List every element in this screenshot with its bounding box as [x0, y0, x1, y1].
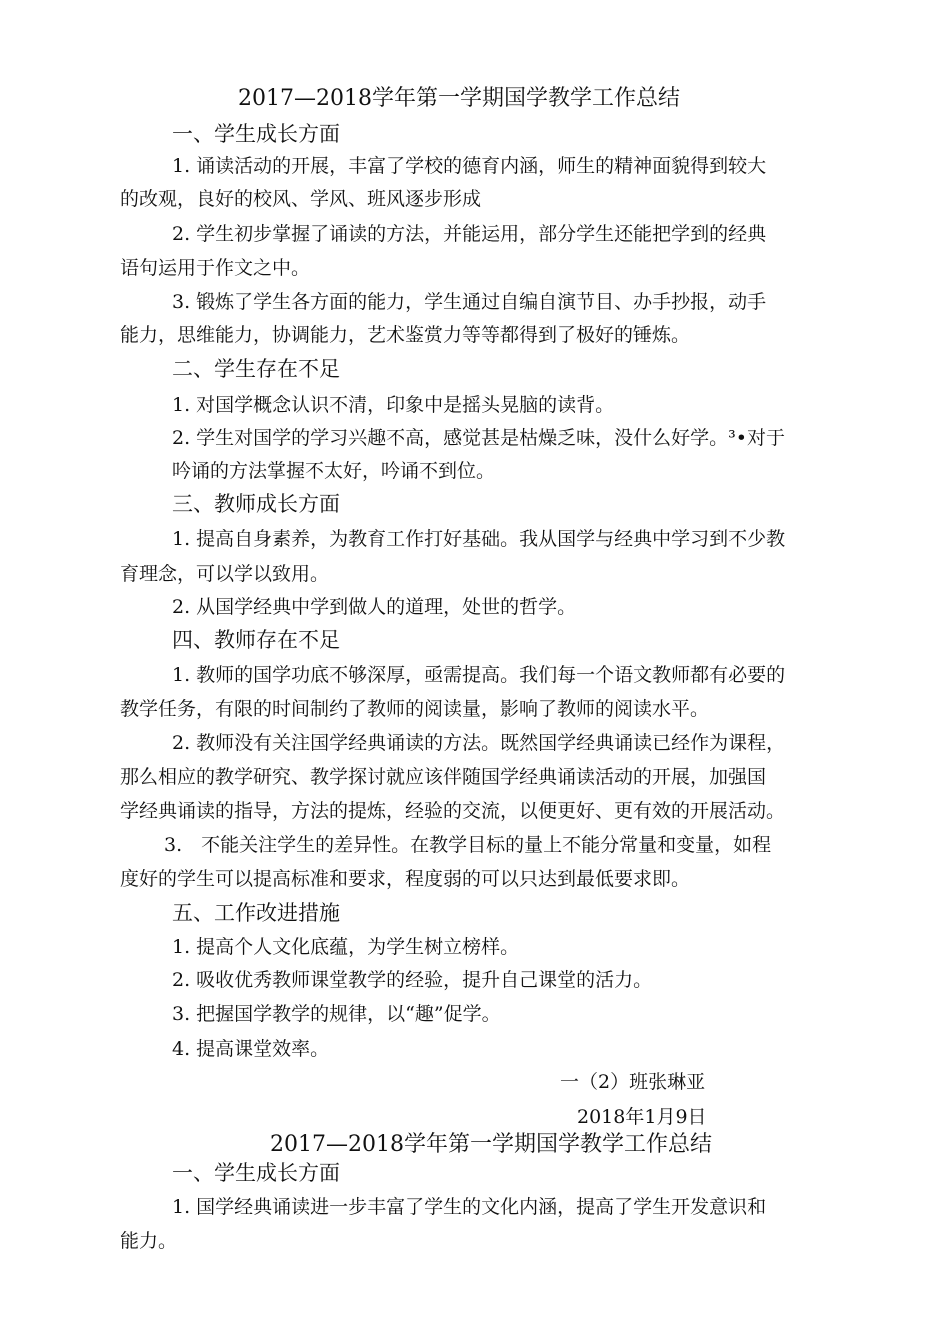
paragraph-line: 1. 诵读活动的开展，丰富了学校的德育内涵，师生的精神面貌得到较大	[172, 155, 767, 177]
paragraph-line: 能力，思维能力，协调能力，艺术鉴赏力等等都得到了极好的锤炼。	[120, 324, 691, 346]
paragraph-line: 3. 不能关注学生的差异性。在教学目标的量上不能分常量和变量，如程	[164, 834, 772, 856]
paragraph-line: 2. 从国学经典中学到做人的道理，处世的哲学。	[172, 596, 577, 618]
paragraph-line: 的改观，良好的校风、学风、班风逐步形成	[120, 188, 482, 210]
paragraph-line: 2. 吸收优秀教师课堂教学的经验，提升自己课堂的活力。	[172, 969, 653, 991]
paragraph-line: 3. 把握国学教学的规律，以“趣”促学。	[172, 1003, 501, 1025]
paragraph-line: 4. 提高课堂效率。	[172, 1038, 330, 1060]
paragraph-line: 3. 锻炼了学生各方面的能力，学生通过自编自演节目、办手抄报，动手	[172, 291, 767, 313]
paragraph-line: 2. 学生初步掌握了诵读的方法，并能运用，部分学生还能把学到的经典	[172, 223, 767, 245]
paragraph-line: 1. 提高自身素养，为教育工作打好基础。我从国学与经典中学习到不少教	[172, 528, 786, 550]
paragraph-line: 1. 提高个人文化底蕴，为学生树立榜样。	[172, 936, 520, 958]
section-heading-3: 三、教师成长方面	[172, 492, 340, 516]
section-heading-2: 二、学生存在不足	[172, 357, 340, 381]
paragraph-line: 1. 国学经典诵读进一步丰富了学生的文化内涵，提高了学生开发意识和	[172, 1196, 767, 1218]
doc-title-2: 2017—2018学年第一学期国学教学工作总结	[270, 1132, 712, 1157]
doc-title: 2017—2018学年第一学期国学教学工作总结	[238, 86, 680, 111]
paragraph-line: 度好的学生可以提高标准和要求，程度弱的可以只达到最低要求即。	[120, 868, 691, 890]
paragraph-line: 那么相应的教学研究、教学探讨就应该伴随国学经典诵读活动的开展，加强国	[120, 766, 767, 788]
section-heading-1: 一、学生成长方面	[172, 122, 340, 146]
paragraph-line: 育理念，可以学以致用。	[120, 563, 330, 585]
paragraph-line: 教学任务，有限的时间制约了教师的阅读量，影响了教师的阅读水平。	[120, 698, 710, 720]
paragraph-line: 吟诵的方法掌握不太好，吟诵不到位。	[172, 460, 496, 482]
paragraph-line: 学经典诵读的指导，方法的提炼，经验的交流，以便更好、更有效的开展活动。	[120, 800, 786, 822]
document-date: 2018年1月9日	[577, 1106, 707, 1128]
paragraph-line: 能力。	[120, 1230, 178, 1252]
paragraph-line: 1. 对国学概念认识不清，印象中是摇头晃脑的读背。	[172, 394, 615, 416]
paragraph-line: 2. 学生对国学的学习兴趣不高，感觉甚是枯燥乏味，没什么好学。³•对于	[172, 427, 785, 449]
paragraph-line: 语句运用于作文之中。	[120, 257, 311, 279]
section-heading-1-doc2: 一、学生成长方面	[172, 1161, 340, 1185]
paragraph-line: 2. 教师没有关注国学经典诵读的方法。既然国学经典诵读已经作为课程，	[172, 732, 786, 754]
author-signature: 一（2）班张琳亚	[560, 1071, 706, 1093]
paragraph-line: 1. 教师的国学功底不够深厚，亟需提高。我们每一个语文教师都有必要的	[172, 664, 786, 686]
section-heading-5: 五、工作改进措施	[172, 901, 340, 925]
section-heading-4: 四、教师存在不足	[172, 628, 340, 652]
